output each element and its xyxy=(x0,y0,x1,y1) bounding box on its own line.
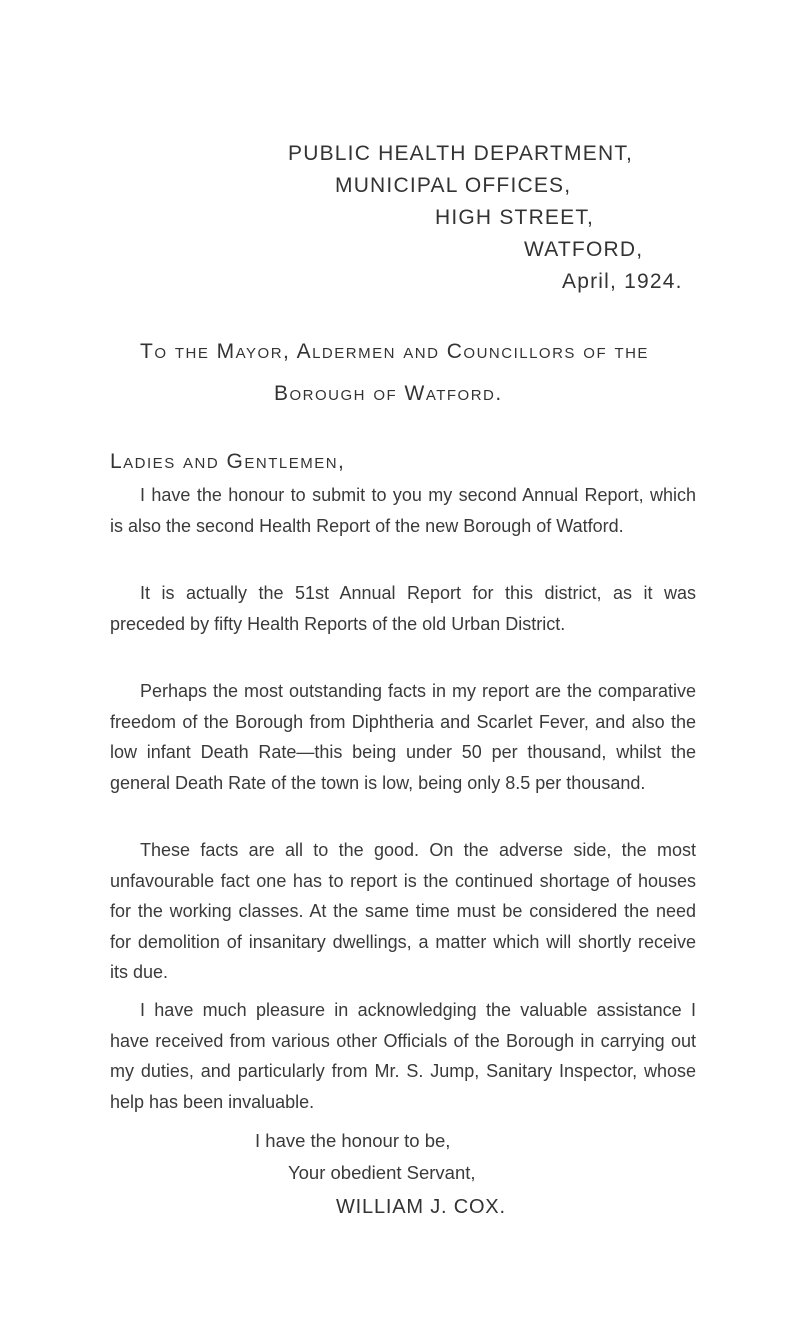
paragraph-1: I have the honour to submit to you my second Annual Report, which is also the second Health Report of the new Borough of Watford. xyxy=(110,485,696,536)
salutation: Ladies and Gentlemen, xyxy=(110,450,346,473)
paragraph-3: Perhaps the most outstanding facts in my report are the comparative freedom of the Borough from Diphtheria and Scarlet Fever, and also the low infant Death Rate—this being under 50 per thousand, whilst the general Death Rate of the town is low, being only 8.5 per thousand. xyxy=(110,681,696,793)
paragraph-4: These facts are all to the good. On the adverse side, the most unfavourable fact one has to report is the continued shortage of houses for the working classes. At the same time must be considered the need for demolition of insanitary dwellings, a matter which will shortly receive its due. xyxy=(110,840,696,982)
letterhead-department: PUBLIC HEALTH DEPARTMENT, xyxy=(288,142,634,165)
letterhead-town: WATFORD, xyxy=(524,238,644,261)
letterhead-offices: MUNICIPAL OFFICES, xyxy=(335,174,572,197)
signature: WILLIAM J. COX. xyxy=(336,1196,506,1218)
addressee-line-2: Borough of Watford. xyxy=(274,382,503,405)
letter-date: April, 1924. xyxy=(562,270,683,293)
closing-line-1: I have the honour to be, xyxy=(255,1130,451,1151)
paragraph-5: I have much pleasure in acknowledging the valuable assistance I have received from various other Officials of the Borough in carrying out my duties, and particularly from Mr. S. Jump, Sanitary Inspector, whose help has been invaluable. xyxy=(110,1000,696,1112)
letterhead-street: HIGH STREET, xyxy=(435,206,595,229)
paragraph-2: It is actually the 51st Annual Report for this district, as it was preceded by fifty Health Reports of the old Urban District. xyxy=(110,583,696,634)
addressee-line-1: To the Mayor, Aldermen and Councillors of the xyxy=(140,340,649,363)
closing-line-2: Your obedient Servant, xyxy=(288,1162,476,1183)
